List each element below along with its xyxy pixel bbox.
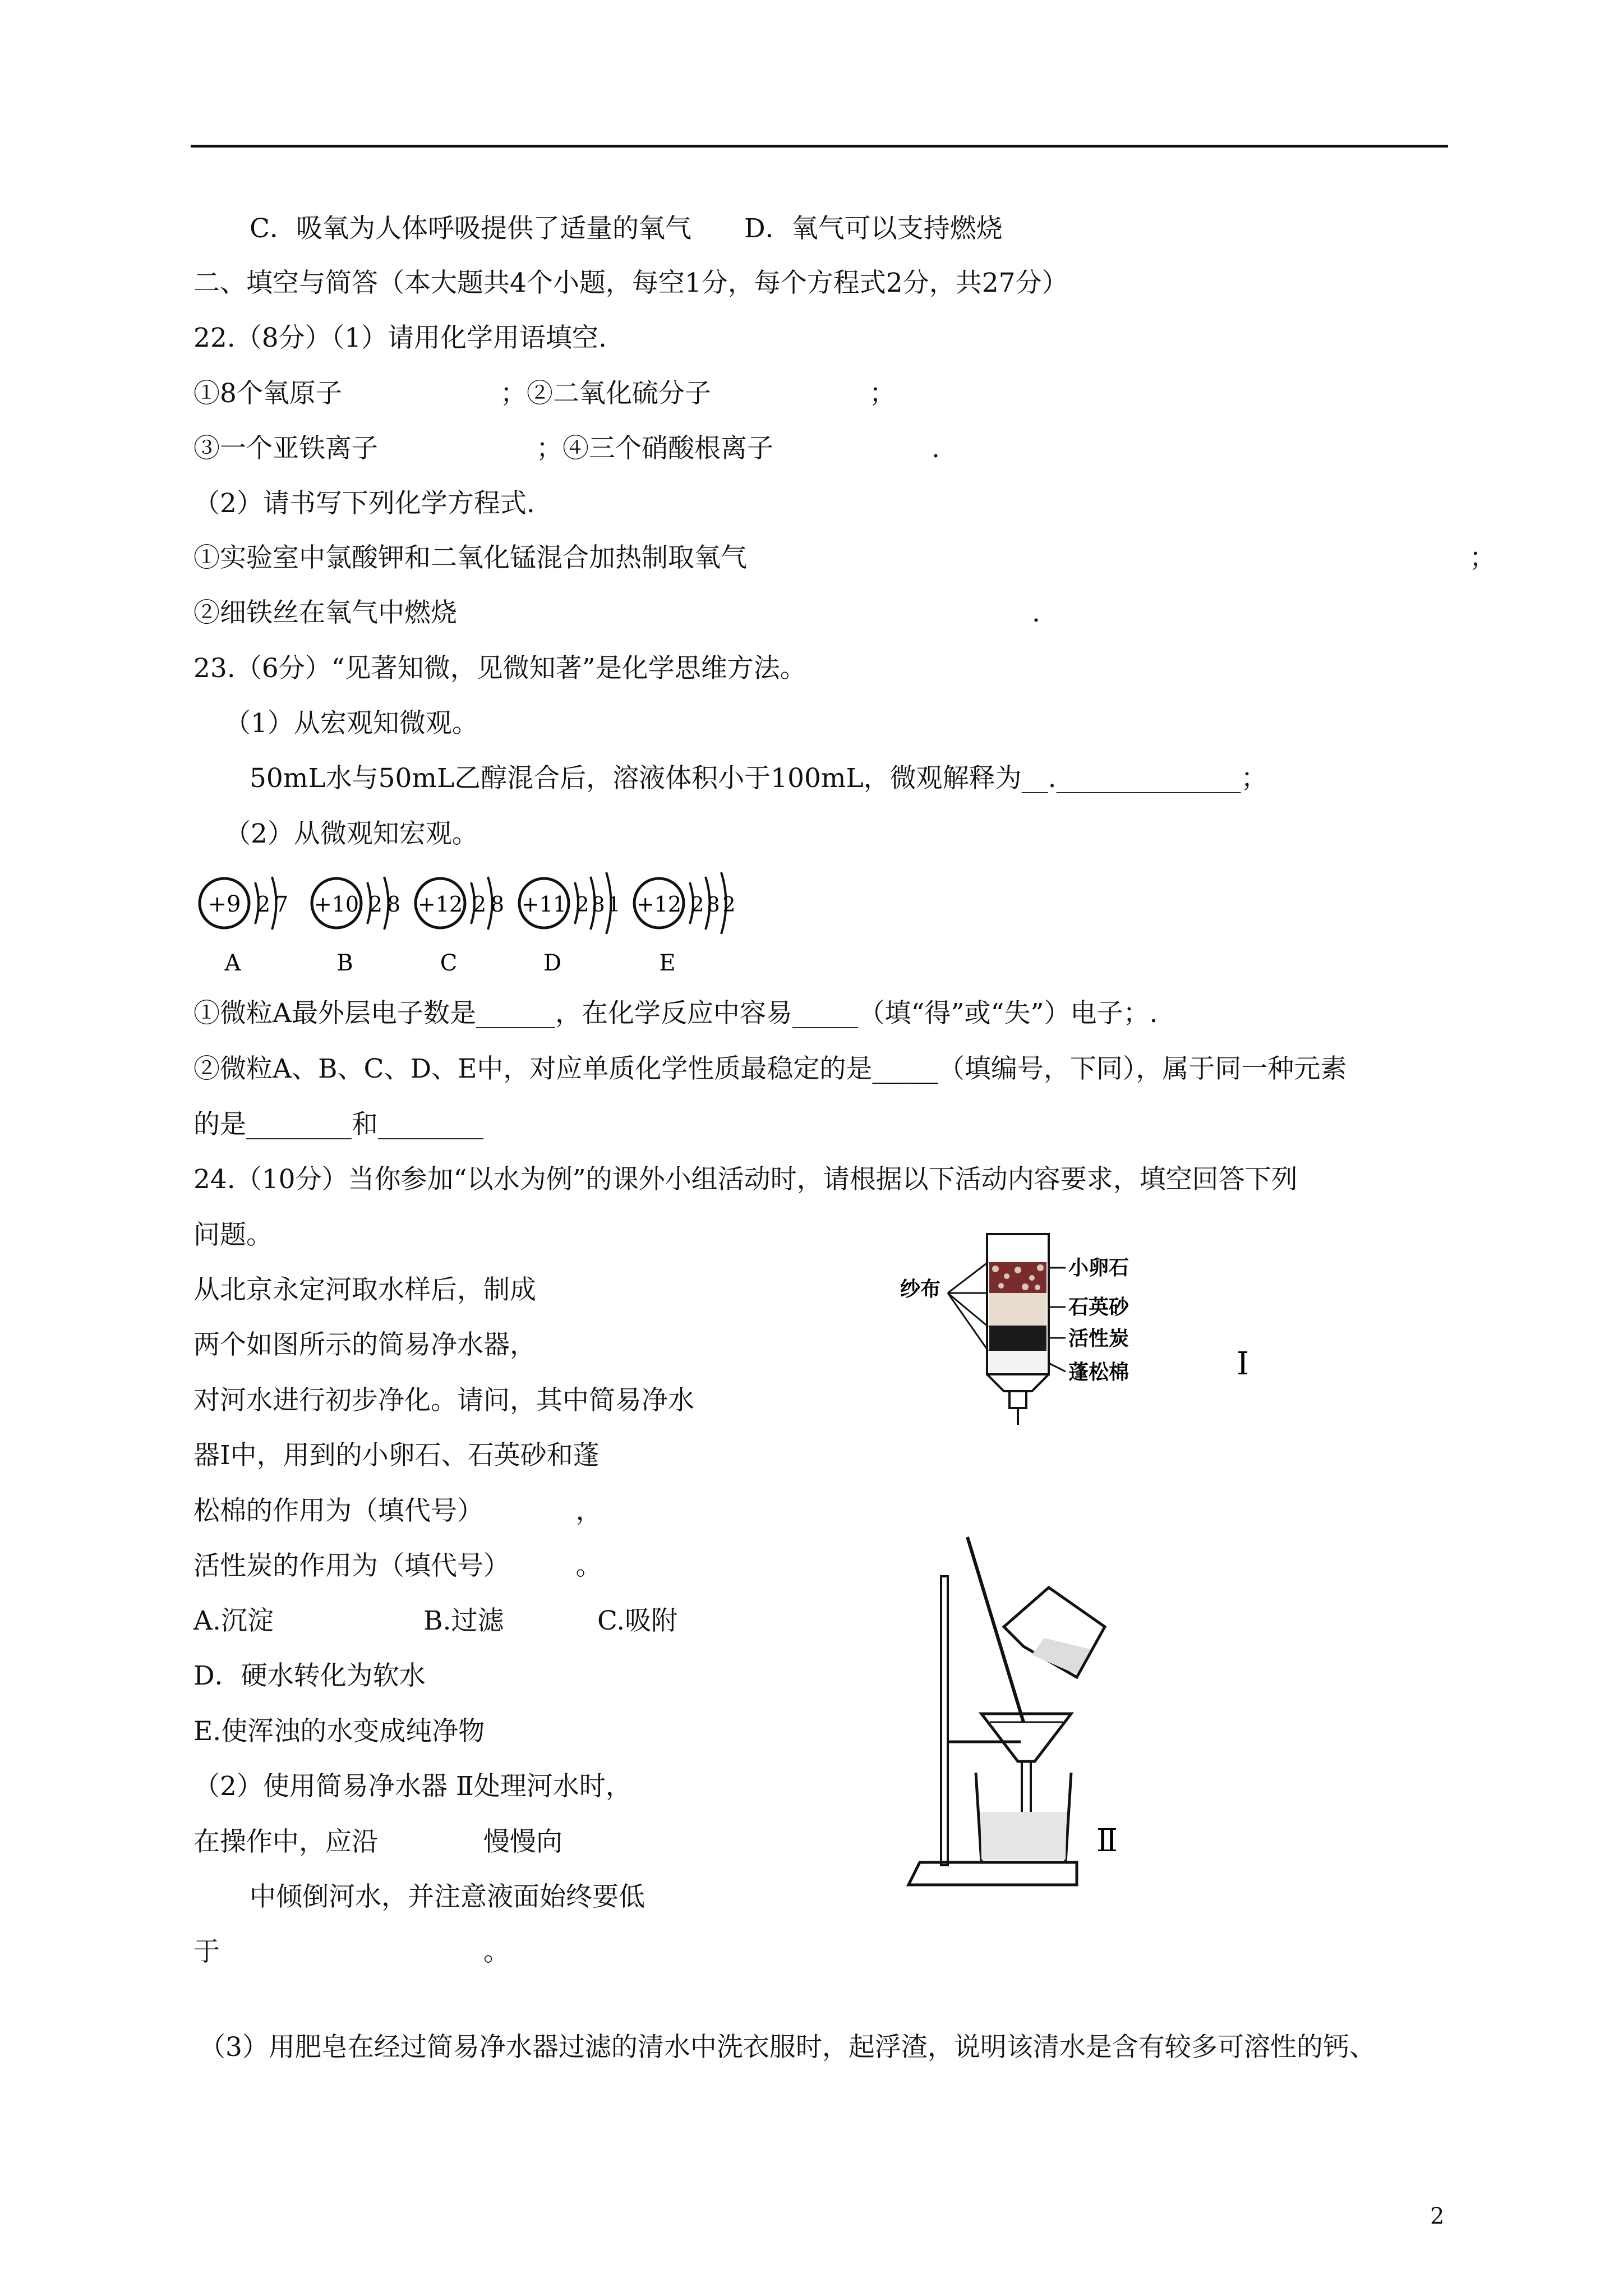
atom-d-nucleus: +11 (521, 892, 567, 917)
q24-line-4: 器Ⅰ中，用到的小卵石、石英砂和蓬 (193, 1440, 600, 1471)
pebble-label: 小卵石 (1068, 1256, 1129, 1280)
q22-blank-2: ③一个亚铁离子 ；④三个硝酸根离子 . (193, 433, 940, 464)
quartz-sand-layer (989, 1293, 1046, 1326)
q22-blank-1: ①8个氧原子 ；②二氧化硫分子 ； (193, 378, 896, 409)
atom-b-nucleus: +10 (313, 892, 359, 917)
atom-e-shell-2: 8 (707, 894, 720, 917)
quartz-sand-label: 石英砂 (1068, 1295, 1129, 1319)
atom-d-label: D (543, 950, 562, 976)
atom-e-label: E (659, 950, 676, 976)
q23-part1-text: 50mL水与50mL乙醇混合后，溶液体积小于100mL，微观解释为__.______________； (250, 763, 1267, 794)
q24-line-1: 从北京永定河取水样后，制成 (193, 1274, 536, 1305)
q23-part1: （1）从宏观知微观。 (224, 708, 478, 739)
q24-part2-line-4: 于 。 (193, 1936, 510, 1967)
page-number: 2 (1430, 2203, 1445, 2229)
q22-eq2: ②细铁丝在氧气中燃烧 (193, 597, 457, 628)
option-c-d: C．吸氧为人体呼吸提供了适量的氧气 D．氧气可以支持燃烧 (250, 213, 1003, 244)
q24-option-b: B.过滤 (423, 1605, 504, 1636)
q24-line-5: 松棉的作用为（填代号） ， (193, 1496, 602, 1526)
q24-line-2: 两个如图所示的简易净水器， (193, 1329, 536, 1360)
q22-title: 22.（8分）（1）请用化学用语填空. (193, 323, 607, 353)
atom-b (312, 877, 400, 976)
atom-d-shell-1: 2 (576, 894, 589, 917)
atom-a-shell-2: 7 (274, 892, 289, 917)
q24-title: 24.（10分）当你参加“以水为例”的课外小组活动时，请根据以下活动内容要求，填空回答下列 (193, 1164, 1298, 1195)
q24-option-e: E.使浑浊的水变成纯净物 (193, 1716, 485, 1747)
atom-a-nucleus: +9 (208, 891, 241, 917)
q22-eq2-end: . (1032, 597, 1040, 628)
atom-d-shell-2: 8 (592, 894, 605, 917)
atom-d-shell-3: 1 (607, 894, 621, 917)
atom-c-shell-1: 2 (472, 892, 487, 917)
q24-part2-line-3: 中倾倒河水，并注意液面始终要低 (250, 1881, 645, 1912)
q24-option-d: D．硬水转化为软水 (193, 1660, 426, 1691)
q23-sub1: ①微粒A最外层电子数是______，在化学反应中容易_____（填“得”或“失”）电子；. (193, 998, 1158, 1029)
water-purifier-1-figure (897, 1223, 1290, 1447)
atom-c-nucleus: +12 (417, 892, 463, 917)
atom-c (416, 877, 504, 976)
atom-b-shell-2: 8 (386, 892, 401, 917)
activated-carbon-label: 活性炭 (1068, 1327, 1129, 1350)
section-heading: 二、填空与简答（本大题共4个小题，每空1分，每个方程式2分，共27分） (193, 268, 1068, 298)
atom-a-label: A (224, 950, 241, 976)
figure-2-roman: Ⅱ (1096, 1823, 1118, 1859)
q23-sub2-cont: 的是________和________ (193, 1109, 483, 1140)
atom-c-shell-2: 8 (490, 892, 505, 917)
header-rule (191, 145, 1448, 148)
q22-part2: （2）请书写下列化学方程式. (193, 488, 535, 519)
q24-option-a: A.沉淀 (193, 1605, 274, 1636)
q23-part2: （2）从微观知宏观。 (224, 818, 478, 849)
atom-d (519, 872, 620, 976)
atom-b-shell-1: 2 (368, 892, 383, 917)
filtration-apparatus-figure (897, 1526, 1234, 1896)
atom-e-shell-3: 2 (722, 894, 736, 917)
q24-line-6: 活性炭的作用为（填代号） 。 (193, 1550, 602, 1581)
q24-part3: （3）用肥皂在经过简易净水器过滤的清水中洗衣服时，起浮渣，说明该清水是含有较多可溶性的钙、 (199, 2032, 1376, 2063)
q22-eq1: ①实验室中氯酸钾和二氧化锰混合加热制取氧气 (193, 542, 747, 573)
atom-c-label: C (440, 950, 458, 976)
atom-a (200, 877, 288, 976)
activated-carbon-layer (989, 1326, 1046, 1351)
atom-e (634, 872, 735, 976)
cotton-label: 蓬松棉 (1068, 1360, 1129, 1384)
gauze-label: 纱布 (900, 1277, 941, 1301)
q22-eq1-end: ； (1469, 542, 1496, 573)
q24-option-c: C.吸附 (597, 1605, 678, 1636)
q24-line-3: 对河水进行初步净化。请问，其中简易净水 (193, 1385, 694, 1416)
atom-e-shell-1: 2 (691, 894, 704, 917)
q24-part2: （2）使用简易净水器 Ⅱ处理河水时， (193, 1771, 632, 1802)
figure-1-roman: Ⅰ (1237, 1346, 1249, 1382)
atom-structure-diagrams (193, 867, 754, 979)
q24-part2-line-2: 在操作中，应沿 慢慢向 (193, 1826, 562, 1857)
atom-b-label: B (336, 950, 353, 976)
cotton-layer (989, 1351, 1046, 1372)
atom-a-shell-1: 2 (256, 892, 271, 917)
atom-e-nucleus: +12 (636, 892, 682, 917)
q24-title-cont: 问题。 (193, 1220, 273, 1250)
q23-title: 23.（6分）“见著知微，见微知著”是化学思维方法。 (193, 653, 806, 684)
q23-sub2: ②微粒A、B、C、D、E中，对应单质化学性质最稳定的是_____（填编号，下同），属于同一种元素 (193, 1053, 1347, 1084)
